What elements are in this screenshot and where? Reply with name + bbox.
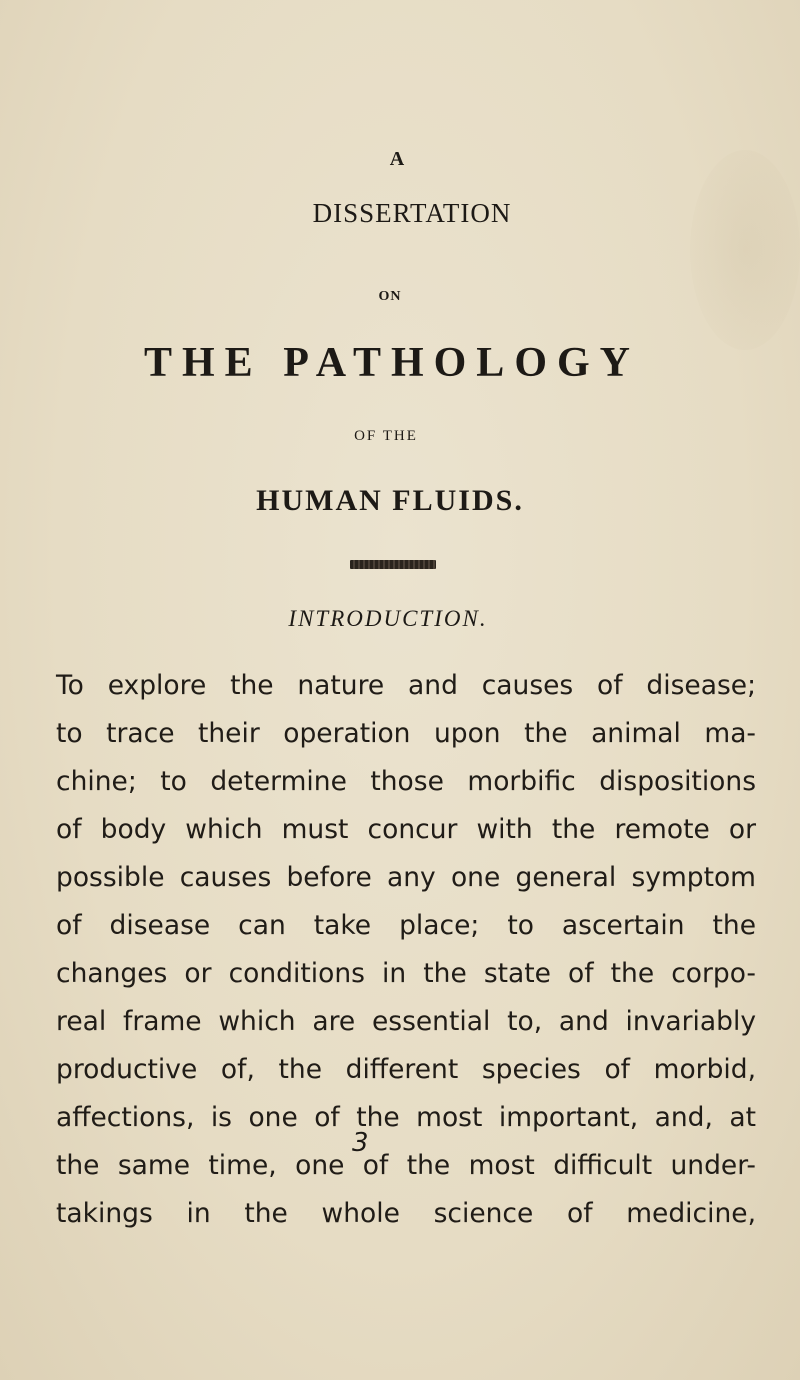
title-of-the: OF THE <box>354 428 418 444</box>
body-line: changes or conditions in the state of the corpo- <box>56 958 756 989</box>
body-line: of body which must concur with the remote or <box>56 814 756 845</box>
body-line: the same time, one of the most difficult under- <box>56 1150 756 1181</box>
body-line: of disease can take place; to ascertain the <box>56 910 756 941</box>
body-line: productive of, the different species of morbid, <box>56 1054 756 1085</box>
title-article: A <box>389 148 405 170</box>
body-paragraph <box>56 662 756 1238</box>
body-line: affections, is one of the most important, and, at <box>56 1102 756 1133</box>
body-line: to trace their operation upon the animal ma- <box>56 718 756 749</box>
body-line: To explore the nature and causes of disease; <box>56 670 756 701</box>
title-on: ON <box>378 289 402 304</box>
section-heading-introduction: INTRODUCTION. <box>288 606 488 631</box>
signature-mark: 3 <box>352 1128 369 1158</box>
body-line: real frame which are essential to, and invariably <box>56 1006 756 1037</box>
body-line: possible causes before any one general symptom <box>56 862 756 893</box>
body-line: chine; to determine those morbific dispositions <box>56 766 756 797</box>
body-line: takings in the whole science of medicine, <box>56 1198 756 1229</box>
ornamental-rule <box>350 560 436 569</box>
title-pathology: THE PATHOLOGY <box>144 340 640 386</box>
paper-stain <box>690 150 800 350</box>
title-human-fluids: HUMAN FLUIDS. <box>256 484 524 517</box>
title-dissertation: DISSERTATION <box>312 198 512 228</box>
